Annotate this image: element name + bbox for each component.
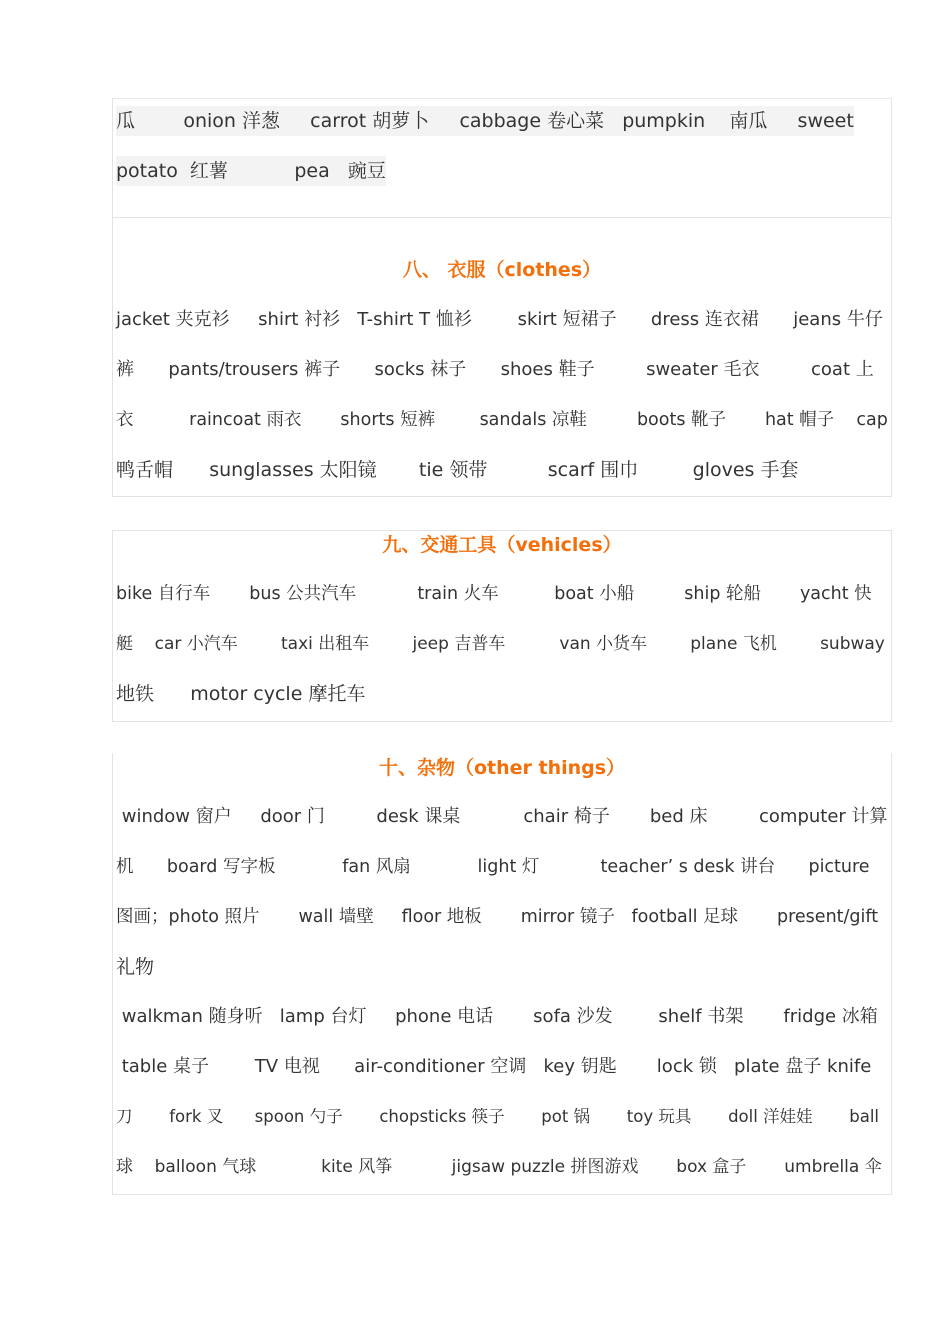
section-title-clothes: 八、 衣服（clothes） — [402, 259, 602, 281]
text-line: potato 红薯 pea 豌豆 — [116, 156, 386, 186]
section-title-vehicles: 九、交通工具（vehicles） — [382, 534, 622, 556]
text-line: table 桌子 TV 电视 air-conditioner 空调 key 钥匙 lock 锁 plate 盘子 knife — [116, 1056, 872, 1077]
vehicles-section — [112, 530, 892, 722]
text-line: 瓜 onion 洋葱 carrot 胡萝卜 cabbage 卷心菜 pumpkin 南瓜 sweet — [116, 106, 854, 136]
text-line: 图画；photo 照片 wall 墙壁 floor 地板 mirror 镜子 football 足球 present/gift — [116, 907, 879, 927]
text-line: 机 board 写字板 fan 风扇 light 灯 teacher’ s desk 讲台 picture — [116, 857, 870, 877]
text-line: 裤 pants/trousers 裤子 socks 袜子 shoes 鞋子 sweater 毛衣 coat 上 — [116, 359, 874, 380]
section-title-other-things: 十、杂物（other things） — [378, 757, 626, 779]
text-line: walkman 随身听 lamp 台灯 phone 电话 sofa 沙发 shelf 书架 fridge 冰箱 — [116, 1006, 878, 1027]
vegetables-section — [112, 98, 892, 218]
text-line: jacket 夹克衫 shirt 衬衫 T-shirt T 恤衫 skirt 短裙子 dress 连衣裙 jeans 牛仔 — [116, 309, 883, 330]
text-line: bike 自行车 bus 公共汽车 train 火车 boat 小船 ship 轮船 yacht 快 — [116, 584, 872, 604]
text-line: 艇 car 小汽车 taxi 出租车 jeep 吉普车 van 小货车 plane 飞机 subway — [116, 634, 885, 654]
other-things-section — [112, 753, 892, 1195]
text-line: 衣 raincoat 雨衣 shorts 短裤 sandals 凉鞋 boots 靴子 hat 帽子 cap — [116, 410, 888, 430]
text-line: window 窗户 door 门 desk 课桌 chair 椅子 bed 床 computer 计算 — [116, 806, 888, 827]
clothes-section — [112, 218, 892, 497]
text-line: 刀 fork 叉 spoon 勺子 chopsticks 筷子 pot 锅 toy 玩具 doll 洋娃娃 ball — [116, 1107, 880, 1126]
text-line: 地铁 motor cycle 摩托车 — [116, 683, 366, 705]
text-line: 鸭舌帽 sunglasses 太阳镜 tie 领带 scarf 围巾 gloves 手套 — [116, 459, 799, 481]
text-line: 球 balloon 气球 kite 风筝 jigsaw puzzle 拼图游戏 box 盒子 umbrella 伞 — [116, 1157, 882, 1177]
text-line: 礼物 — [116, 956, 155, 978]
